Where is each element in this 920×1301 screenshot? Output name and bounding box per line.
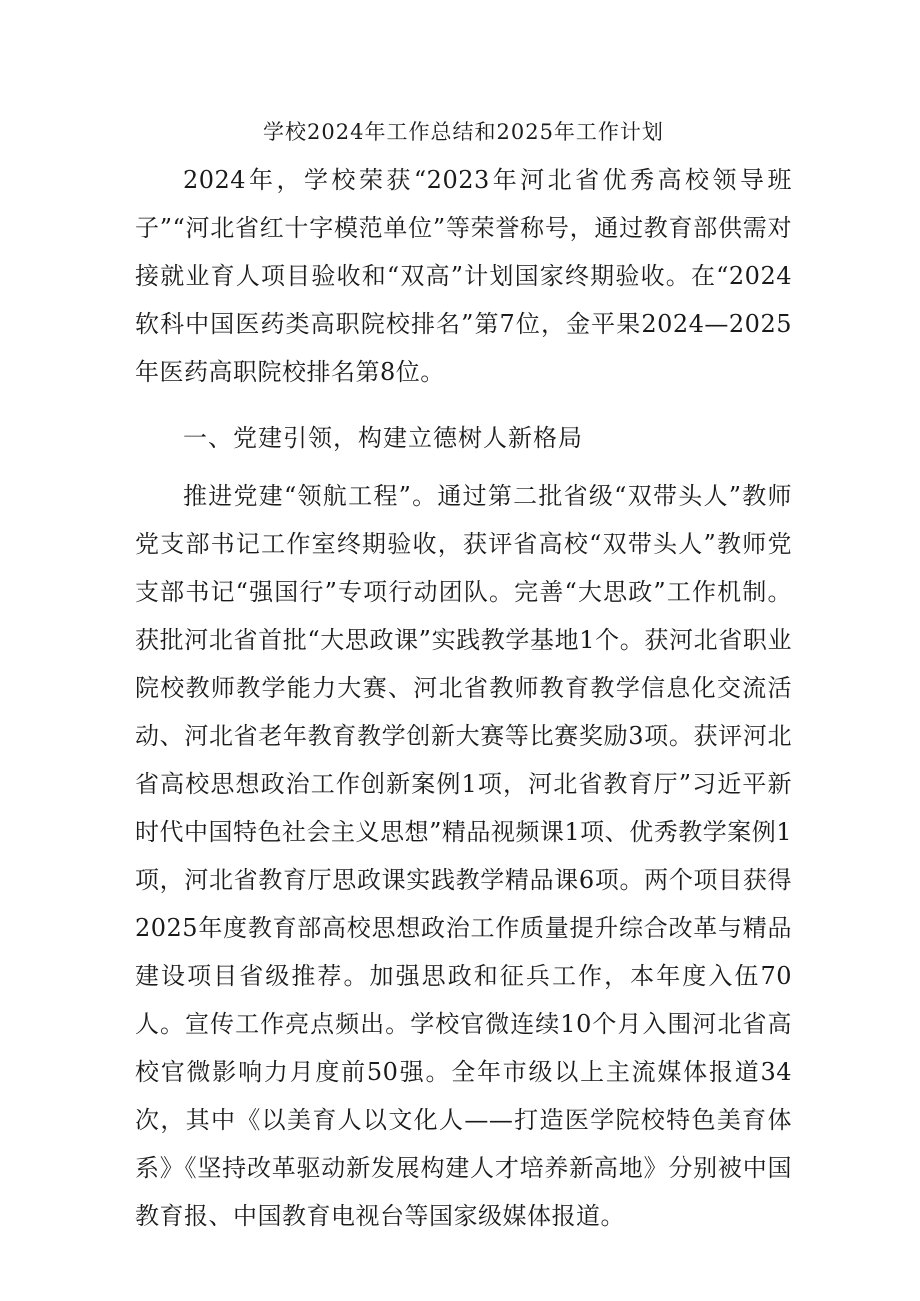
document-title: 学校2024年工作总结和2025年工作计划: [263, 120, 664, 144]
intro-paragraph: 2024年，学校荣获“2023年河北省优秀高校领导班子”“河北省红十字模范单位”等荣誉称号，通过教育部供需对接就业育人项目验收和“双高”计划国家终期验收。在“2024软科中国医药类高职院校排名”第7位，金平果2024—2025年医药高职院校排名第8位。: [135, 166, 792, 386]
section-1-paragraph: 推进党建“领航工程”。通过第二批省级“双带头人”教师党支部书记工作室终期验收，获评省高校“双带头人”教师党支部书记“强国行”专项行动团队。完善“大思政”工作机制。获批河北省首批“大思政课”实践教学基地1个。获河北省职业院校教师教学能力大赛、河北省教师教育教学信息化交流活动、河北省老年教育教学创新大赛等比赛奖励3项。获评河北省高校思想政治工作创新案例1项，河北省教育厅”习近平新时代中国特色社会主义思想”精品视频课1项、优秀教学案例1项，河北省教育厅思政课实践教学精品课6项。两个项目获得2025年度教育部高校思想政治工作质量提升综合改革与精品建设项目省级推荐。加强思政和征兵工作，本年度入伍70人。宣传工作亮点频出。学校官微连续10个月入围河北省高校官微影响力月度前50强。全年市级以上主流媒体报道34次，其中《以美育人以文化人——打造医学院校特色美育体系》《坚持改革驱动新发展构建人才培养新高地》分别被中国教育报、中国教育电视台等国家级媒体报道。: [135, 482, 792, 1230]
section-1-heading: 一、党建引领，构建立德树人新格局: [183, 424, 583, 452]
